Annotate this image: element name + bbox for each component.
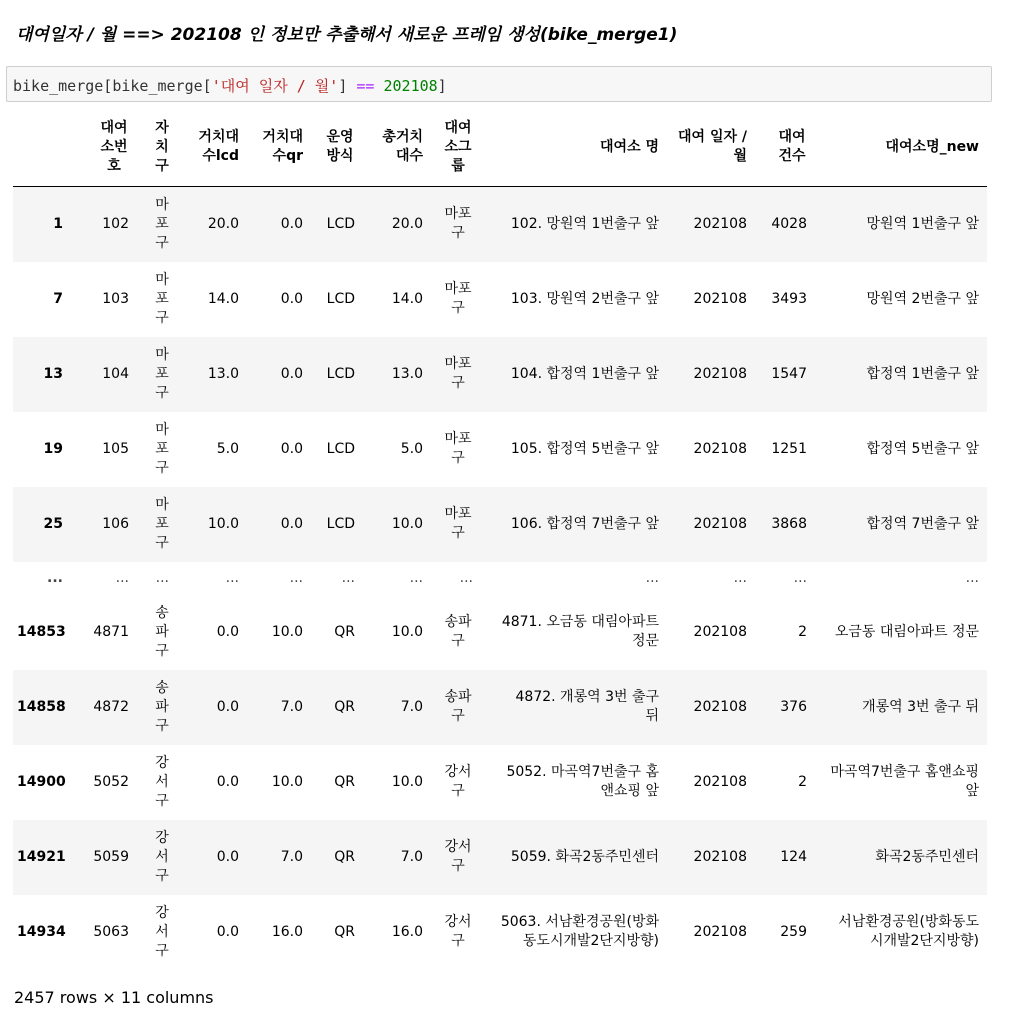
table-cell (431, 262, 481, 337)
cell-value: 202108 (693, 923, 747, 940)
cell-value: 개롱역 3번 출구 뒤 (862, 698, 979, 715)
table-cell (363, 337, 431, 412)
row-count-footer: 2457 rows × 11 columns (14, 988, 214, 1007)
table-cell (137, 262, 177, 337)
table-cell (755, 745, 815, 820)
table-cell (431, 337, 481, 412)
table-cell (311, 562, 363, 595)
column-header: 운영방식 (311, 108, 363, 187)
cell-value: QR (334, 923, 355, 940)
table-cell (667, 820, 755, 895)
table-cell (363, 820, 431, 895)
table-cell (247, 262, 311, 337)
cell-value: ... (793, 569, 807, 586)
cell-value: 3493 (771, 290, 807, 307)
table-cell (431, 670, 481, 745)
cell-value: 14.0 (391, 290, 423, 307)
cell-value: 105. 합정역 5번출구 앞 (510, 440, 659, 457)
cell-value: 7 (53, 290, 63, 307)
cell-value: 송파구 (444, 689, 472, 724)
cell-value: 마포구 (444, 206, 472, 242)
table-cell (311, 187, 363, 262)
cell-value: 13.0 (207, 365, 239, 382)
row-index (13, 487, 71, 562)
table-cell (481, 187, 667, 262)
cell-value: LCD (326, 515, 355, 532)
table-cell (311, 670, 363, 745)
cell-value: 259 (780, 923, 807, 940)
row-index (13, 562, 71, 595)
table-cell (755, 262, 815, 337)
table-cell (481, 895, 667, 970)
cell-value: 송파구 (155, 679, 169, 734)
cell-value: 합정역 7번출구 앞 (866, 515, 979, 532)
cell-value: 2 (798, 773, 807, 790)
table-cell (247, 820, 311, 895)
cell-value: 13.0 (391, 365, 423, 382)
cell-value: LCD (326, 440, 355, 457)
table-row (13, 562, 987, 595)
table-row (13, 820, 987, 895)
cell-value: 화곡2동주민센터 (875, 848, 979, 865)
cell-value: ... (459, 569, 473, 586)
table-cell (363, 187, 431, 262)
column-header: 대여소그룹 (431, 108, 481, 187)
cell-value: 강서구 (444, 764, 472, 799)
cell-value: 10.0 (391, 623, 423, 640)
code-token: ] (437, 77, 447, 95)
cell-value: 2 (798, 623, 807, 640)
table-cell (311, 820, 363, 895)
table-cell (137, 745, 177, 820)
cell-value: ... (409, 569, 423, 586)
cell-value: 104 (102, 365, 129, 382)
column-header: 거치대수qr (247, 108, 311, 187)
row-index (13, 412, 71, 487)
code-token: bike_merge[bike_merge[ (13, 77, 212, 95)
table-row (13, 412, 987, 487)
cell-value: 202108 (693, 698, 747, 715)
table-cell (311, 595, 363, 670)
table-cell (137, 187, 177, 262)
cell-value: 20.0 (207, 215, 239, 232)
cell-value: 14934 (17, 923, 66, 940)
column-header: 대여소번호 (71, 108, 137, 187)
table-cell (71, 595, 137, 670)
table-cell (177, 562, 247, 595)
table-cell (667, 745, 755, 820)
cell-value: 14921 (17, 848, 66, 865)
cell-value: 20.0 (391, 215, 423, 232)
row-index (13, 262, 71, 337)
cell-value: ... (645, 569, 659, 586)
table-cell (247, 412, 311, 487)
table-cell (363, 562, 431, 595)
row-index (13, 745, 71, 820)
cell-value: 202108 (693, 515, 747, 532)
cell-value: 0.0 (280, 515, 303, 532)
cell-value: 106 (102, 515, 129, 532)
table-cell (431, 820, 481, 895)
cell-value: 10.0 (271, 623, 303, 640)
index-header (13, 108, 71, 187)
table-cell (71, 337, 137, 412)
table-cell (481, 670, 667, 745)
table-cell (481, 595, 667, 670)
cell-value: 4872 (93, 698, 129, 715)
cell-value: 0.0 (216, 623, 239, 640)
cell-value: 14.0 (207, 290, 239, 307)
cell-value: 강서구 (155, 754, 169, 809)
cell-value: QR (334, 773, 355, 790)
cell-value: QR (334, 698, 355, 715)
table-cell (667, 895, 755, 970)
table-cell (311, 745, 363, 820)
cell-value: 강서구 (155, 904, 169, 959)
cell-value: ... (47, 569, 63, 586)
cell-value: 7.0 (400, 848, 423, 865)
table-cell (311, 895, 363, 970)
row-index (13, 895, 71, 970)
table-cell (177, 820, 247, 895)
table-row (13, 595, 987, 670)
cell-value: ... (225, 569, 239, 586)
table-cell (177, 595, 247, 670)
code-token: ] (338, 77, 357, 95)
table-cell (667, 670, 755, 745)
cell-value: 마포구 (155, 421, 169, 476)
cell-value: 124 (780, 848, 807, 865)
cell-value: 0.0 (216, 848, 239, 865)
cell-value: 4028 (771, 215, 807, 232)
cell-value: 5063 (93, 923, 129, 940)
cell-value: 마포구 (155, 196, 169, 251)
table-cell (755, 820, 815, 895)
cell-value: 마포구 (444, 356, 472, 391)
cell-value: 오금동 대림아파트 정문 (834, 623, 979, 640)
table-cell (247, 562, 311, 595)
table-cell (247, 895, 311, 970)
cell-value: 106. 합정역 7번출구 앞 (510, 515, 659, 532)
cell-value: 망원역 2번출구 앞 (866, 290, 979, 307)
column-header: 대여소명_new (815, 108, 987, 187)
cell-value: 13 (43, 365, 63, 382)
cell-value: 202108 (693, 365, 747, 382)
code-cell[interactable] (6, 66, 992, 102)
cell-value: ... (115, 569, 129, 586)
cell-value: 10.0 (271, 773, 303, 790)
table-cell (247, 745, 311, 820)
table-cell (177, 187, 247, 262)
cell-value: 마포구 (444, 281, 472, 316)
cell-value: 강서구 (155, 829, 169, 884)
cell-value: LCD (326, 215, 355, 232)
table-cell (815, 187, 987, 262)
table-cell (311, 337, 363, 412)
cell-value: 4872. 개롱역 3번 출구 뒤 (515, 689, 659, 724)
cell-value: 1251 (771, 440, 807, 457)
table-cell (177, 262, 247, 337)
table-cell (247, 487, 311, 562)
cell-value: 5063. 서남환경공원(방화동도시개발2단지방향) (500, 914, 659, 949)
table-cell (431, 595, 481, 670)
cell-value: 5059. 화곡2동주민센터 (510, 848, 659, 865)
cell-value: 14900 (17, 773, 66, 790)
table-cell (481, 820, 667, 895)
cell-value: 16.0 (271, 923, 303, 940)
table-cell (177, 670, 247, 745)
table-cell (755, 187, 815, 262)
row-index (13, 337, 71, 412)
cell-value: 102 (102, 215, 129, 232)
table-cell (815, 895, 987, 970)
column-header: 대여건수 (755, 108, 815, 187)
table-cell (363, 262, 431, 337)
table-cell (71, 187, 137, 262)
cell-value: 0.0 (280, 440, 303, 457)
table-cell (431, 187, 481, 262)
row-index (13, 595, 71, 670)
cell-value: 10.0 (391, 773, 423, 790)
table-cell (431, 562, 481, 595)
cell-value: 마포구 (444, 506, 472, 541)
table-cell (363, 670, 431, 745)
cell-value: ... (155, 569, 169, 586)
table-cell (177, 487, 247, 562)
table-cell (177, 412, 247, 487)
cell-value: 105 (102, 440, 129, 457)
code-string: '대여 일자 / 월' (211, 77, 339, 95)
table-cell (363, 412, 431, 487)
table-cell (431, 745, 481, 820)
table-cell (815, 595, 987, 670)
cell-value: 합정역 5번출구 앞 (866, 440, 979, 457)
cell-value: 202108 (693, 848, 747, 865)
table-cell (667, 187, 755, 262)
table-cell (667, 262, 755, 337)
table-cell (481, 487, 667, 562)
table-cell (481, 337, 667, 412)
cell-value: LCD (326, 365, 355, 382)
table-cell (137, 895, 177, 970)
cell-value: 강서구 (444, 839, 472, 874)
cell-value: 202108 (693, 623, 747, 640)
table-cell (71, 262, 137, 337)
cell-value: 202108 (693, 215, 747, 232)
table-cell (71, 670, 137, 745)
table-cell (363, 487, 431, 562)
column-header: 총거치대수 (363, 108, 431, 187)
table-cell (481, 412, 667, 487)
table-cell (755, 895, 815, 970)
table-cell (247, 187, 311, 262)
table-cell (481, 262, 667, 337)
table-row (13, 745, 987, 820)
cell-value: 0.0 (216, 698, 239, 715)
table-cell (71, 745, 137, 820)
table-cell (755, 595, 815, 670)
code-line (13, 75, 447, 96)
table-cell (755, 562, 815, 595)
table-cell (177, 745, 247, 820)
cell-value: 마곡역7번출구 홈앤쇼핑 앞 (830, 764, 979, 799)
cell-value: 망원역 1번출구 앞 (866, 215, 979, 232)
table-cell (363, 895, 431, 970)
cell-value: 4871. 오금동 대림아파트 정문 (501, 614, 659, 649)
cell-value: 5052. 마곡역7번출구 홈앤쇼핑 앞 (506, 764, 659, 799)
table-cell (815, 820, 987, 895)
table-cell (137, 412, 177, 487)
cell-value: 0.0 (280, 290, 303, 307)
table-cell (137, 337, 177, 412)
cell-value: ... (341, 569, 355, 586)
cell-value: 4871 (93, 623, 129, 640)
cell-value: 마포구 (444, 431, 472, 466)
cell-value: 104. 합정역 1번출구 앞 (510, 365, 659, 382)
cell-value: 마포구 (155, 271, 169, 326)
table-row (13, 262, 987, 337)
section-heading: 대여일자 / 월 ==> 202108 인 정보만 추출해서 새로운 프레임 생성(bike_merge1) (16, 25, 678, 45)
cell-value: 3868 (771, 515, 807, 532)
table-cell (177, 337, 247, 412)
table-cell (177, 895, 247, 970)
cell-value: 5059 (93, 848, 129, 865)
table-cell (137, 820, 177, 895)
table-row (13, 187, 987, 262)
cell-value: ... (733, 569, 747, 586)
table-cell (815, 670, 987, 745)
cell-value: QR (334, 623, 355, 640)
table-cell (431, 487, 481, 562)
table-cell (71, 895, 137, 970)
table-cell (755, 412, 815, 487)
cell-value: 마포구 (155, 346, 169, 401)
table-cell (71, 487, 137, 562)
cell-value: 5052 (93, 773, 129, 790)
table-cell (667, 487, 755, 562)
table-cell (667, 337, 755, 412)
table-cell (815, 337, 987, 412)
cell-value: 강서구 (444, 914, 472, 949)
table-cell (311, 412, 363, 487)
cell-value: QR (334, 848, 355, 865)
table-cell (815, 745, 987, 820)
cell-value: 14858 (17, 698, 66, 715)
cell-value: 7.0 (400, 698, 423, 715)
table-cell (755, 487, 815, 562)
table-cell (71, 562, 137, 595)
table-row (13, 895, 987, 970)
column-header: 거치대수lcd (177, 108, 247, 187)
cell-value: 0.0 (280, 215, 303, 232)
cell-value: 16.0 (391, 923, 423, 940)
cell-value: LCD (326, 290, 355, 307)
cell-value: 합정역 1번출구 앞 (866, 365, 979, 382)
cell-value: 송파구 (155, 604, 169, 659)
cell-value: 마포구 (155, 496, 169, 551)
cell-value: 송파구 (444, 614, 472, 649)
table-cell (815, 562, 987, 595)
table-cell (247, 670, 311, 745)
table-cell (247, 595, 311, 670)
code-operator: == (356, 77, 375, 95)
cell-value: 14853 (17, 623, 66, 640)
table-cell (815, 412, 987, 487)
cell-value: 5.0 (216, 440, 239, 457)
row-index (13, 820, 71, 895)
cell-value: 5.0 (400, 440, 423, 457)
cell-value: 102. 망원역 1번출구 앞 (510, 215, 659, 232)
table-cell (71, 820, 137, 895)
cell-value: 10.0 (391, 515, 423, 532)
cell-value: 202108 (693, 773, 747, 790)
column-header: 대여 일자 / 월 (667, 108, 755, 187)
table-cell (363, 745, 431, 820)
table-cell (311, 262, 363, 337)
row-index (13, 670, 71, 745)
code-number: 202108 (383, 77, 438, 95)
cell-value: 1 (53, 215, 63, 232)
dataframe-table (13, 108, 987, 970)
cell-value: 서남환경공원(방화동도시개발2단지방향) (838, 914, 979, 949)
table-cell (481, 562, 667, 595)
cell-value: 10.0 (207, 515, 239, 532)
cell-value: 7.0 (280, 698, 303, 715)
cell-value: 0.0 (216, 923, 239, 940)
table-cell (667, 562, 755, 595)
table-cell (137, 487, 177, 562)
column-header: 대여소 명 (481, 108, 667, 187)
table-header-row (13, 108, 987, 187)
cell-value: 0.0 (280, 365, 303, 382)
cell-value: 103. 망원역 2번출구 앞 (510, 290, 659, 307)
table-row (13, 487, 987, 562)
table-cell (431, 895, 481, 970)
table-cell (363, 595, 431, 670)
table-cell (137, 595, 177, 670)
table-cell (815, 262, 987, 337)
cell-value: 202108 (693, 290, 747, 307)
cell-value: 19 (43, 440, 63, 457)
table-cell (311, 487, 363, 562)
table-cell (667, 412, 755, 487)
table-cell (431, 412, 481, 487)
table-cell (667, 595, 755, 670)
table-cell (481, 745, 667, 820)
cell-value: ... (289, 569, 303, 586)
table-cell (247, 337, 311, 412)
row-index (13, 187, 71, 262)
table-cell (755, 670, 815, 745)
cell-value: 25 (43, 515, 63, 532)
cell-value: 1547 (771, 365, 807, 382)
table-cell (137, 670, 177, 745)
table-cell (815, 487, 987, 562)
table-cell (755, 337, 815, 412)
cell-value: ... (965, 569, 979, 586)
cell-value: 103 (102, 290, 129, 307)
table-row (13, 337, 987, 412)
column-header: 자치구 (137, 108, 177, 187)
cell-value: 202108 (693, 440, 747, 457)
cell-value: 7.0 (280, 848, 303, 865)
table-row (13, 670, 987, 745)
table-cell (137, 562, 177, 595)
cell-value: 0.0 (216, 773, 239, 790)
table-cell (71, 412, 137, 487)
cell-value: 376 (780, 698, 807, 715)
